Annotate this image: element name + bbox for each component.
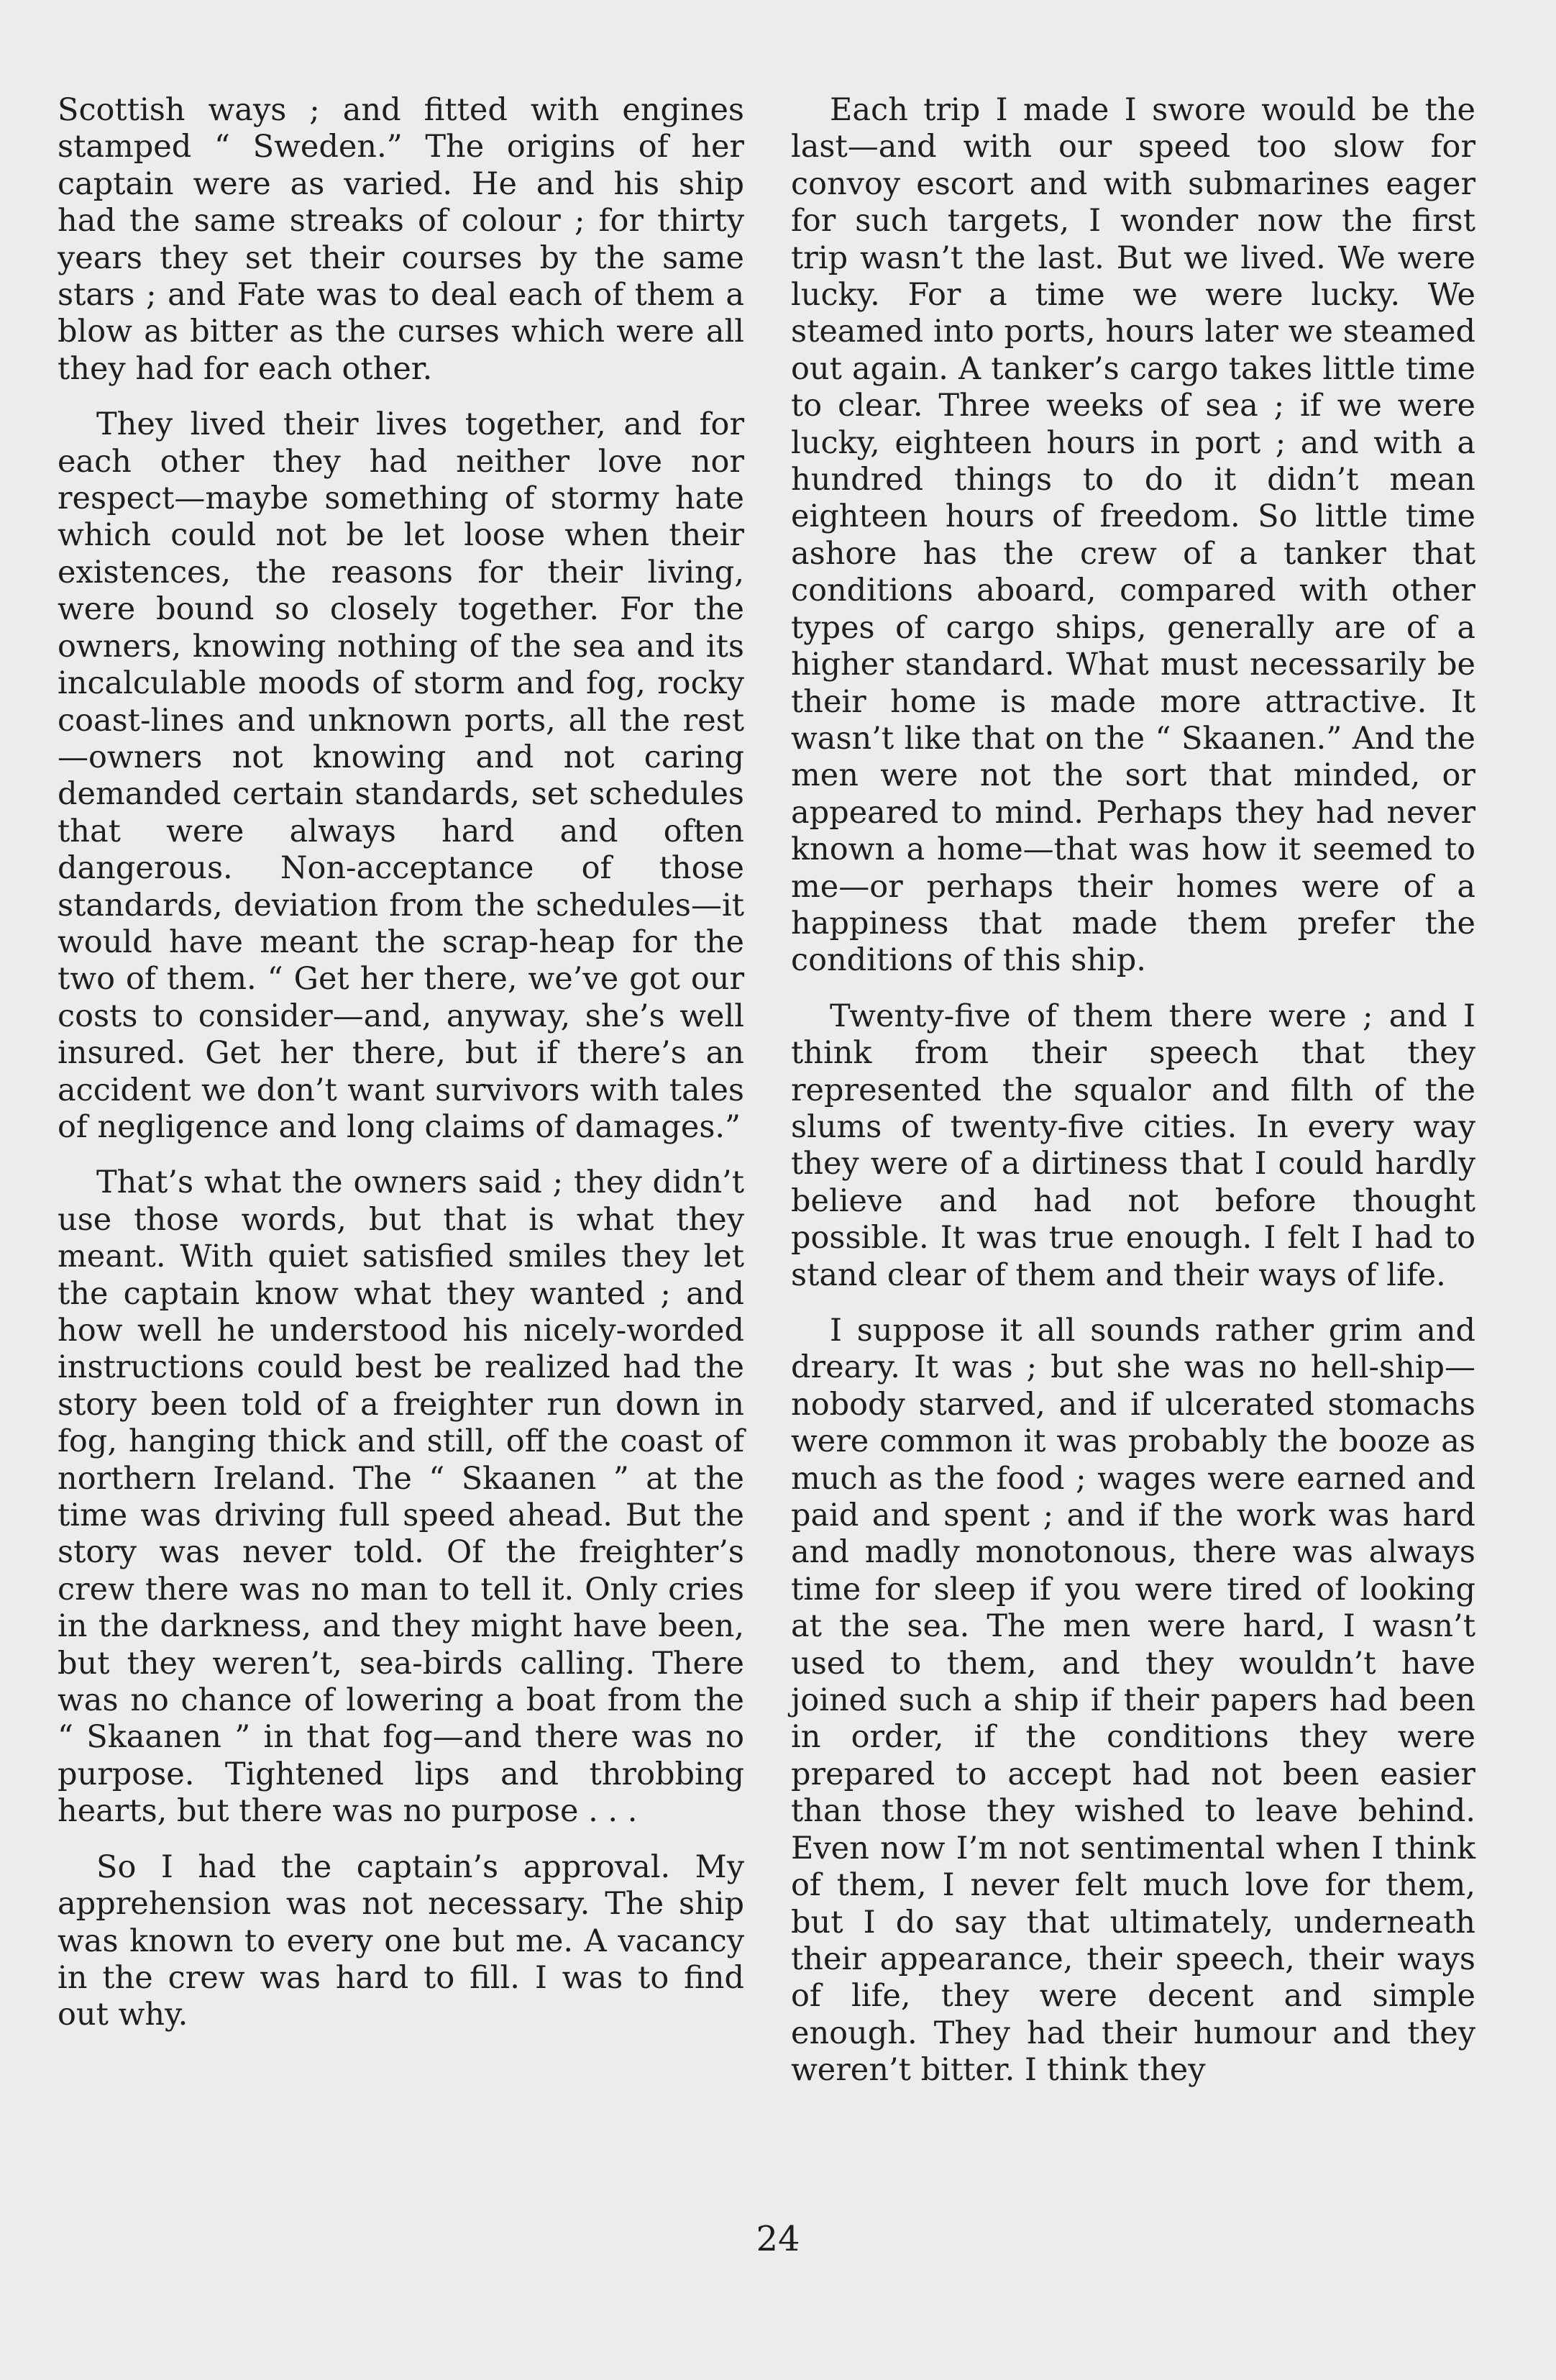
paragraph: That’s what the owners said ; they didn’t use those words, but that is what they meant. With quiet satisfied smiles they let the captain know what they wanted ; and how well he understood his nicely-worded instructions could best be realized had the story been told of a freighter run down in fog, hanging thick and still, off the coast of northern Ireland. The “ Skaanen ” at the time was driving full speed ahead. But the story was never told. Of the freighter’s crew there was no man to tell it. Only cries in the darkness, and they might have been, but they weren’t, sea-birds calling. There was no chance of lowering a boat from the “ Skaanen ” in that fog—and there was no purpose. Tightened lips and throbbing hearts, but there was no purpose . . . — [58, 1164, 744, 1830]
paragraph: They lived their lives together, and for each other they had neither love nor respect—maybe something of stormy hate which could not be let loose when their existences, the reasons for their living, were bound so closely together. For the owners, knowing nothing of the sea and its incalculable moods of storm and fog, rocky coast-lines and unknown ports, all the rest—owners not knowing and not caring demanded certain standards, set schedules that were always hard and often dangerous. Non-acceptance of those standards, deviation from the schedules—it would have meant the scrap-heap for the two of them. “ Get her there, we’ve got our costs to consider—and, anyway, she’s well insured. Get her there, but if there’s an accident we don’t want survivors with tales of negligence and long claims of damages.” — [58, 406, 744, 1145]
paragraph: Twenty-five of them there were ; and I think from their speech that they represented the squalor and filth of the slums of twenty-five cities. In every way they were of a dirtiness that I could hardly believe and had not before thought possible. It was true enough. I felt I had to stand clear of them and their ways of life. — [791, 998, 1475, 1293]
paragraph: Each trip I made I swore would be the last—and with our speed too slow for convoy escort and with submarines eager for such targets, I wonder now the first trip wasn’t the last. But we lived. We were lucky. For a time we were lucky. We steamed into ports, hours later we steamed out again. A tanker’s cargo takes little time to clear. Three weeks of sea ; if we were lucky, eighteen hours in port ; and with a hundred things to do it didn’t mean eighteen hours of freedom. So little time ashore has the crew of a tanker that conditions aboard, compared with other types of cargo ships, generally are of a higher standard. What must necessarily be their home is made more attractive. It wasn’t like that on the “ Skaanen.” And the men were not the sort that minded, or appeared to mind. Perhaps they had never known a home—that was how it seemed to me—or perhaps their homes were of a happiness that made them prefer the conditions of this ship. — [791, 92, 1475, 979]
page-number: 24 — [756, 2219, 800, 2259]
paragraph: I suppose it all sounds rather grim and dreary. It was ; but she was no hell-ship—nobody starved, and if ulcerated stomachs were common it was probably the booze as much as the food ; wages were earned and paid and spent ; and if the work was hard and madly monotonous, there was always time for sleep if you were tired of looking at the sea. The men were hard, I wasn’t used to them, and they wouldn’t have joined such a ship if their papers had been in order, if the conditions they were prepared to accept had not been easier than those they wished to leave behind. Even now I’m not sentimental when I think of them, I never felt much love for them, but I do say that ultimately, underneath their appearance, their speech, their ways of life, they were decent and simple enough. They had their humour and they weren’t bitter. I think they — [791, 1313, 1475, 2089]
right-text-column — [791, 92, 1475, 2108]
paragraph: So I had the captain’s approval. My apprehension was not necessary. The ship was known to every one but me. A vacancy in the crew was hard to fill. I was to find out why. — [58, 1848, 744, 2033]
paragraph: Scottish ways ; and fitted with engines stamped “ Sweden.” The origins of her captain were as varied. He and his ship had the same streaks of colour ; for thirty years they set their courses by the same stars ; and Fate was to deal each of them a blow as bitter as the curses which were all they had for each other. — [58, 92, 744, 387]
left-text-column — [58, 92, 744, 2053]
